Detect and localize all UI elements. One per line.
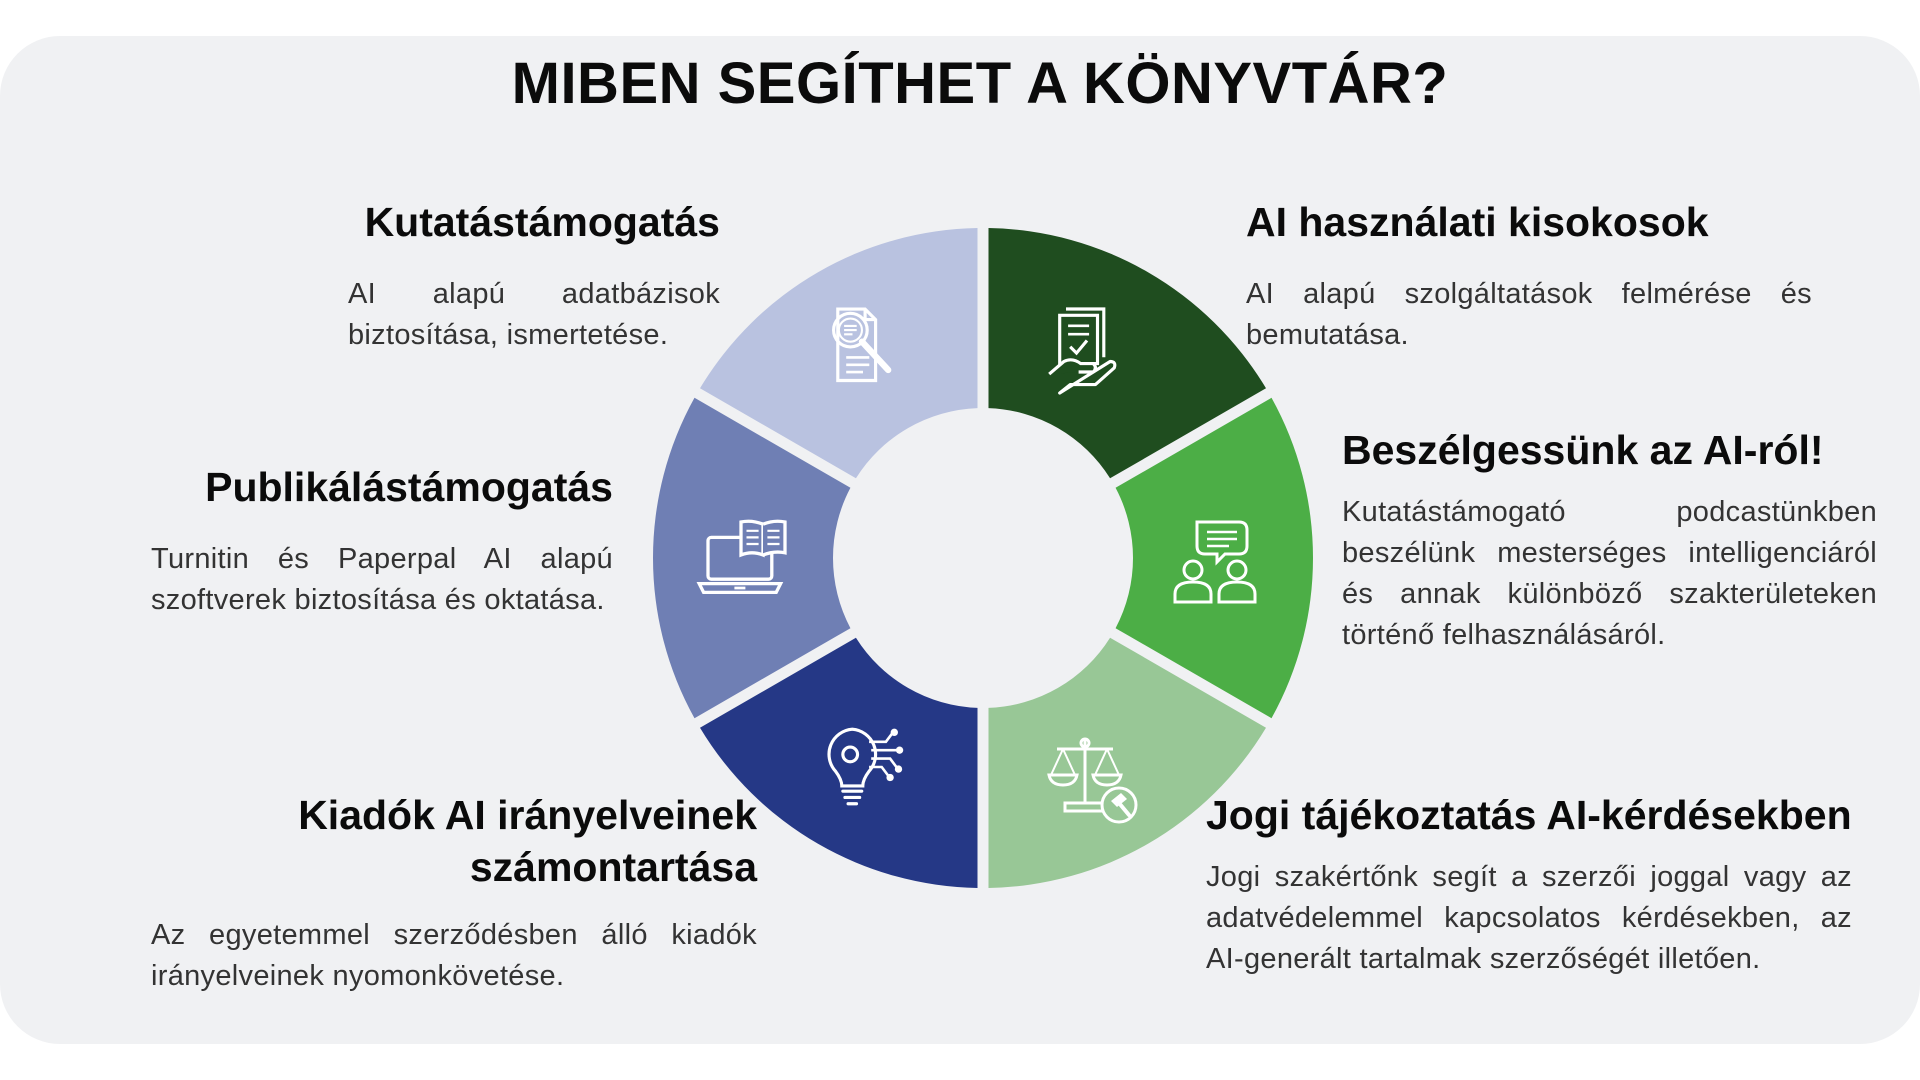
segment-heading-jogi: Jogi tájékoztatás AI-kérdésekben <box>1206 792 1852 838</box>
segment-heading-kiadok: Kiadók AI irányelveinek számontartása <box>298 792 757 890</box>
segment-text-publikalas <box>151 461 613 621</box>
segment-text-jogi <box>1206 789 1852 980</box>
segment-heading-kisokosok: AI használati kisokosok <box>1246 199 1709 245</box>
segment-description-beszelgessunk: Kutatástámogató podcastünkben beszélünk mesterséges intelligenciáról és annak különböző szakterületeken történő felhasználásáról. <box>1342 496 1877 651</box>
segment-description-kutatas: AI alapú adatbázisok biztosítása, ismertetése. <box>348 278 720 351</box>
segment-text-kutatas <box>348 196 720 356</box>
segment-text-kiadok <box>151 789 757 997</box>
segment-heading-publikalas: Publikálástámogatás <box>205 464 613 510</box>
segment-description-publikalas: Turnitin és Paperpal AI alapú szoftverek biztosítása és oktatása. <box>151 543 613 616</box>
segment-description-kisokosok: AI alapú szolgáltatások felmérése és bemutatása. <box>1246 278 1812 351</box>
segment-text-beszelgessunk <box>1342 424 1877 656</box>
segment-heading-kutatas: Kutatástámogatás <box>364 199 720 245</box>
segment-heading-beszelgessunk: Beszélgessünk az AI-ról! <box>1342 427 1824 473</box>
page-title: MIBEN SEGÍTHET A KÖNYVTÁR? <box>511 51 1449 116</box>
segment-text-kisokosok <box>1246 196 1812 356</box>
segment-description-jogi: Jogi szakértőnk segít a szerzői joggal vagy az adatvédelemmel kapcsolatos kérdésekben, az AI-generált tartalmak szerzőségét illetően. <box>1206 861 1852 975</box>
segment-description-kiadok: Az egyetemmel szerződésben álló kiadók irányelveinek nyomonkövetése. <box>151 919 757 992</box>
